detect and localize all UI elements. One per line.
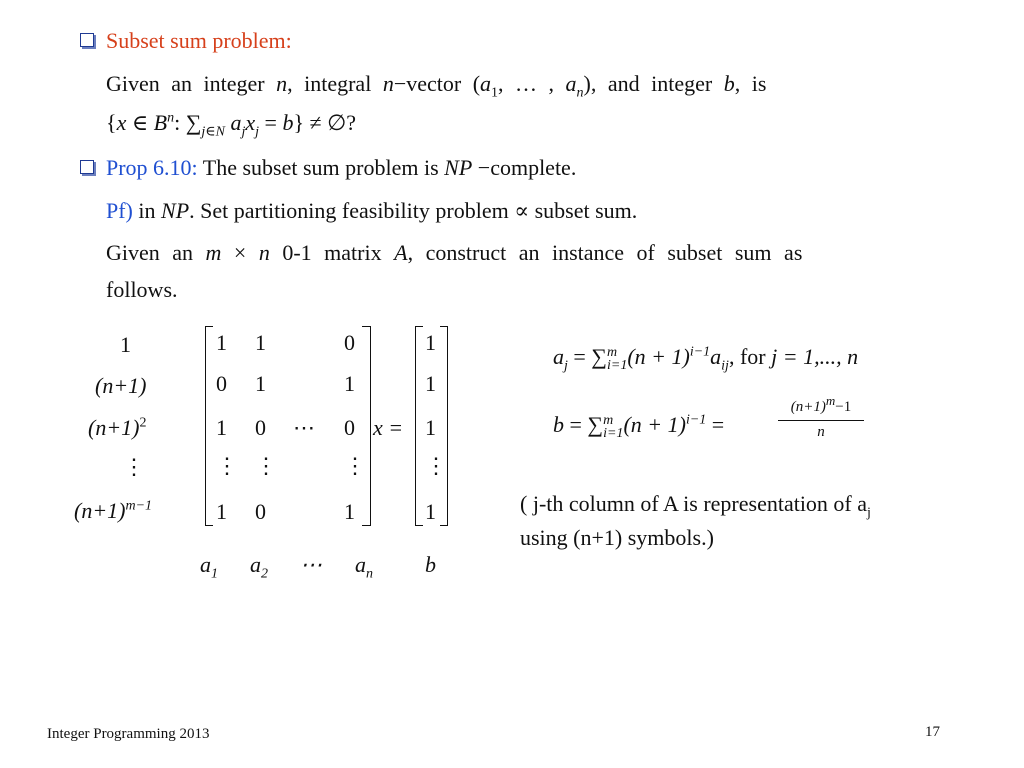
weight-last: $(n+1)^{m-1}$ — [74, 498, 153, 523]
matrix-cell: ⋮ — [344, 453, 366, 478]
column-label: $a_2$ — [250, 552, 268, 582]
weight-vdots: ⋮ — [123, 454, 145, 479]
vector-b-cell: ⋮ — [425, 453, 447, 478]
note-line-1: ( j-th column of A is representation of $a_j$ — [520, 491, 871, 521]
bullet-checkbox-icon — [80, 160, 94, 174]
matrix-cell: 0 — [255, 499, 266, 524]
matrix-cell: 1 — [216, 330, 227, 355]
footer-course-title: Integer Programming 2013 — [47, 726, 210, 742]
bullet-checkbox-icon — [80, 33, 94, 47]
matrix-cell: 0 — [216, 371, 227, 396]
column-label: $a_1$ — [200, 552, 218, 582]
proposition-6-10: Prop 6.10: The subset sum problem is NP −complete. — [106, 155, 577, 180]
vector-b-cell: 1 — [425, 330, 436, 355]
vector-b-cell: 1 — [425, 499, 436, 524]
vector-b-cell: 1 — [425, 415, 436, 440]
page-number: 17 — [925, 724, 940, 740]
matrix-cell: ⋮ — [216, 453, 238, 478]
proof-line: Pf) in NP. Set partitioning feasibility problem ∝ subset sum. — [106, 198, 638, 223]
vector-b-cell: 1 — [425, 371, 436, 396]
matrix-cell: 1 — [255, 330, 266, 355]
fraction: $(n+1)^m-1$ n — [778, 398, 864, 441]
weight-1: 1 — [120, 332, 131, 357]
matrix-cell: ⋮ — [255, 453, 277, 478]
column-label: b — [425, 552, 436, 577]
note-line-2: using (n+1) symbols.) — [520, 525, 714, 550]
definition-line-1: Given an integer n, integral n−vector ($a_1$, … , $a_n$), and integer b, is — [106, 71, 767, 101]
column-label: ⋯ — [300, 552, 322, 577]
construction-line-1: Given an m × n 0-1 matrix A, construct an instance of subset sum as — [106, 240, 803, 265]
construction-line-2: follows. — [106, 277, 178, 302]
matrix-cell: 1 — [216, 499, 227, 524]
formula-b: b = ∑ m i=1 $(n + 1)^{i-1}$ = — [553, 412, 725, 441]
matrix-cell: 0 — [255, 415, 266, 440]
definition-line-2: {x ∈ $B^n$: $\sum_{j\in N}$ $a_jx_j = b$} ≠ ∅? — [106, 110, 356, 140]
matrix-cell: 0 — [344, 330, 355, 355]
matrix-cell: 1 — [255, 371, 266, 396]
x-equals: x = — [373, 415, 404, 440]
matrix-cell: 1 — [344, 371, 355, 396]
column-label: $a_n$ — [355, 552, 373, 582]
formula-aj: $a_j$ = ∑ m i=1 $(n + 1)^{i-1}a_{ij}$, for j = 1,..., n — [553, 344, 859, 374]
weight-2: (n+1) — [95, 373, 147, 398]
section-title-subset-sum: Subset sum problem: — [106, 28, 292, 53]
weight-3: $(n+1)^2$ — [88, 415, 147, 440]
matrix-cell: 1 — [344, 499, 355, 524]
matrix-cell: 1 — [216, 415, 227, 440]
matrix-cell: ⋯ — [293, 415, 315, 440]
matrix-cell: 0 — [344, 415, 355, 440]
